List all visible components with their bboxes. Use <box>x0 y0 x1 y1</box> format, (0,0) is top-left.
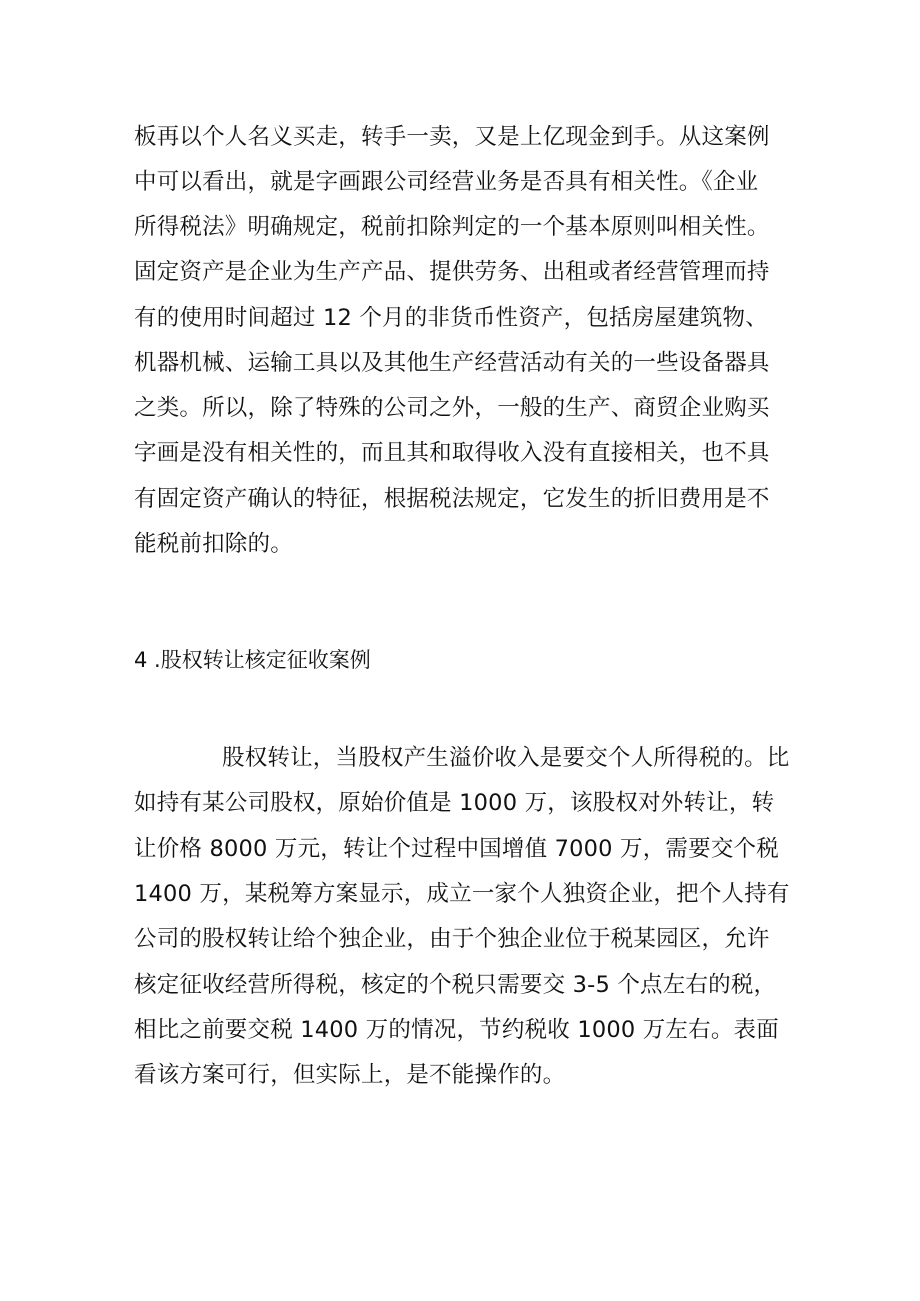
paragraph-line: 股权转让，当股权产生溢价收入是要交个人所得税的。比 <box>222 745 790 771</box>
paragraph-line: 相比之前要交税 1400 万的情况，节约税收 1000 万左右。表面 <box>134 1017 779 1043</box>
paragraph-line: 能税前扣除的。 <box>134 531 293 557</box>
paragraph-line: 如持有某公司股权，原始价值是 1000 万，该股权对外转让，转 <box>134 790 775 816</box>
paragraph-line: 有固定资产确认的特征，根据税法规定，它发生的折旧费用是不 <box>134 486 770 512</box>
paragraph-line: 字画是没有相关性的，而且其和取得收入没有直接相关，也不具 <box>134 440 770 466</box>
paragraph-line: 公司的股权转让给个独企业，由于个独企业位于税某园区，允许 <box>134 926 770 952</box>
section-heading: 4 .股权转让核定征收案例 <box>134 648 371 672</box>
paragraph-line: 让价格 8000 万元，转让个过程中国增值 7000 万，需要交个税 <box>134 836 779 862</box>
paragraph-line: 板再以个人名义买走，转手一卖，又是上亿现金到手。从这案例 <box>134 124 770 150</box>
paragraph-line: 所得税法》明确规定，税前扣除判定的一个基本原则叫相关性。 <box>134 214 770 240</box>
paragraph-line: 中可以看出，就是字画跟公司经营业务是否具有相关性。《企业 <box>134 169 759 195</box>
paragraph-line: 之类。所以，除了特殊的公司之外，一般的生产、商贸企业购买 <box>134 395 770 421</box>
paragraph-line: 有的使用时间超过 12 个月的非货币性资产，包括房屋建筑物、 <box>134 305 768 331</box>
paragraph-line: 核定征收经营所得税，核定的个税只需要交 3-5 个点左右的税， <box>134 972 777 998</box>
paragraph-line: 固定资产是企业为生产产品、提供劳务、出租或者经营管理而持 <box>134 259 770 285</box>
paragraph-line: 1400 万，某税筹方案显示，成立一家个人独资企业，把个人持有 <box>134 881 790 907</box>
paragraph-line: 看该方案可行，但实际上，是不能操作的。 <box>134 1062 566 1088</box>
paragraph-line: 机器机械、运输工具以及其他生产经营活动有关的一些设备器具 <box>134 350 770 376</box>
